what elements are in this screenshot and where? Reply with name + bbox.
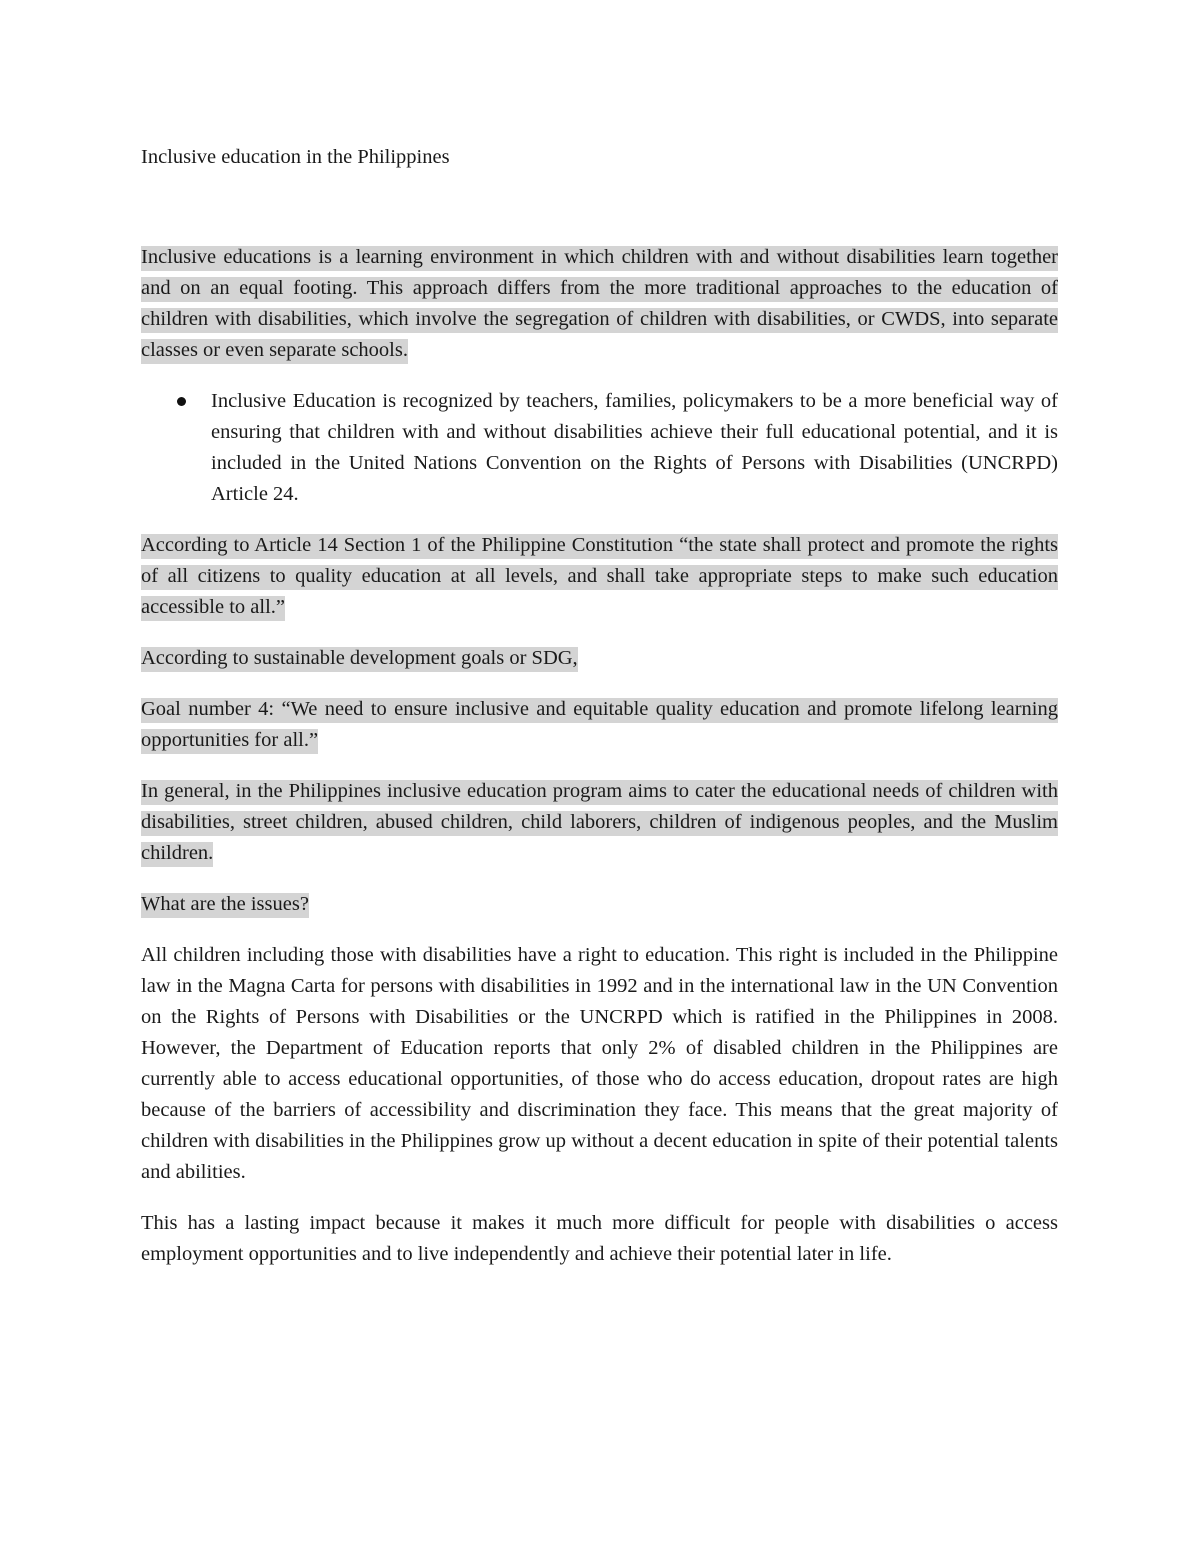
constitution-paragraph xyxy=(141,530,1058,623)
bullet-text: Inclusive Education is recognized by teachers, families, policymakers to be a more beneficial way of ensuring that children with and without disabilities achieve their full educational potential, and it is included in the United Nations Convention on the Rights of Persons with Disabilities (UNCRPD) Article 24. xyxy=(211,390,1058,505)
general-paragraph xyxy=(141,776,1058,869)
issues-heading: What are the issues? xyxy=(141,893,309,918)
goal-4-text: Goal number 4: “We need to ensure inclusive and equitable quality education and promote lifelong learning opportunities for all.” xyxy=(141,698,1058,754)
sdg-intro-text: According to sustainable development goals or SDG, xyxy=(141,647,578,672)
impact-paragraph: This has a lasting impact because it makes it much more difficult for people with disabilities o access employment opportunities and to live independently and achieve their potential later in life. xyxy=(141,1212,1058,1265)
bullet-list xyxy=(141,386,1058,510)
general-text: In general, in the Philippines inclusive education program aims to cater the educational needs of children with disabilities, street children, abused children, child laborers, children of indigenous peoples, and the Muslim children. xyxy=(141,780,1058,867)
constitution-text: According to Article 14 Section 1 of the Philippine Constitution “the state shall protect and promote the rights of all citizens to quality education at all levels, and shall take appropriate steps to make such education accessible to all.” xyxy=(141,534,1058,621)
goal-4-paragraph xyxy=(141,694,1058,756)
issues-body-paragraph: All children including those with disabilities have a right to education. This right is included in the Philippine law in the Magna Carta for persons with disabilities in 1992 and in the international law in the UN Convention on the Rights of Persons with Disabilities or the UNCRPD which is ratified in the Philippines in 2008. However, the Department of Education reports that only 2% of disabled children in the Philippines are currently able to access educational opportunities, of those who do access education, dropout rates are high because of the barriers of accessibility and discrimination they face. This means that the great majority of children with disabilities in the Philippines grow up without a decent education in spite of their potential talents and abilities. xyxy=(141,944,1058,1183)
sdg-intro-paragraph xyxy=(141,643,1058,674)
document-page xyxy=(141,140,1058,1290)
intro-paragraph xyxy=(141,242,1058,366)
document-title: Inclusive education in the Philippines xyxy=(141,146,450,168)
issues-heading-paragraph xyxy=(141,889,1058,920)
bullet-icon xyxy=(177,397,186,406)
list-item xyxy=(211,386,1058,510)
intro-text: Inclusive educations is a learning environment in which children with and without disabilities learn together and on an equal footing. This approach differs from the more traditional approaches to the education of children with disabilities, which involve the segregation of children with disabilities, or CWDS, into separate classes or even separate schools. xyxy=(141,246,1058,364)
